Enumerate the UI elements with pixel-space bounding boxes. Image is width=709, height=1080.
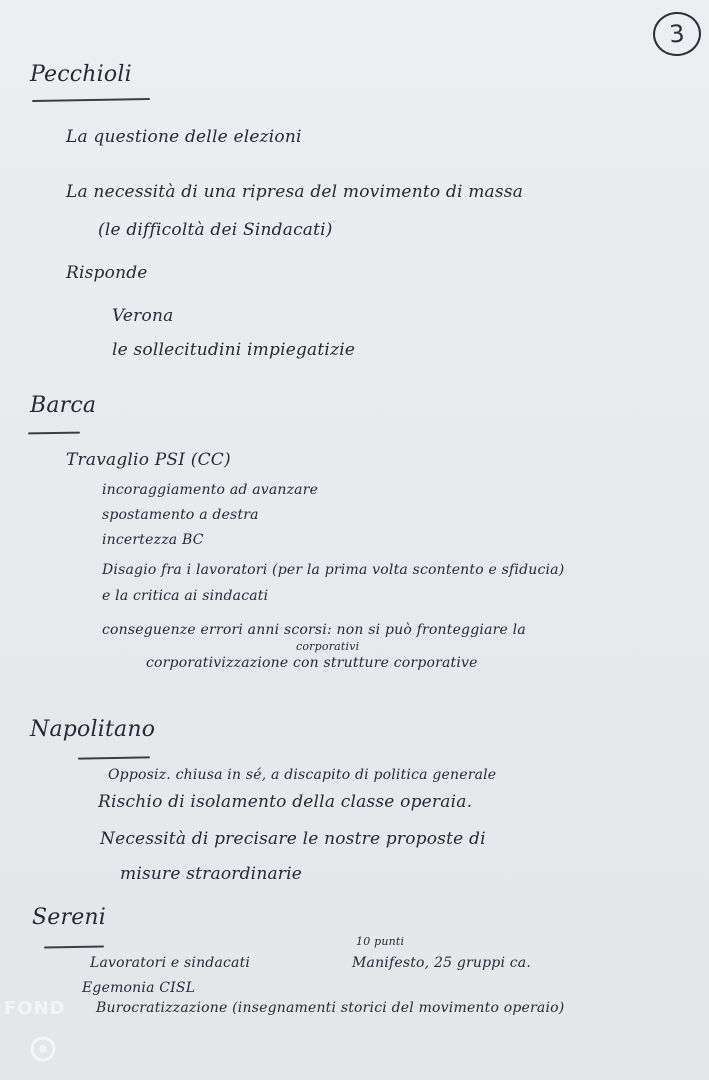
page-number-circle xyxy=(652,10,703,57)
note-line: Opposiz. chiusa in sé, a discapito di politica generale xyxy=(108,767,497,783)
note-line: La necessità di una ripresa del movimento di massa xyxy=(66,182,524,202)
note-line: Lavoratori e sindacati xyxy=(90,955,251,971)
note-line: corporativizzazione con strutture corporative xyxy=(146,655,478,671)
note-line: 10 punti xyxy=(356,935,405,948)
heading-underline xyxy=(78,756,150,759)
note-line: incertezza BC xyxy=(102,532,204,548)
archive-logo-icon xyxy=(28,1034,58,1064)
note-line: Risponde xyxy=(66,263,148,283)
note-line: misure straordinarie xyxy=(120,864,303,884)
note-line: conseguenze errori anni scorsi: non si può fronteggiare la xyxy=(102,622,526,638)
note-line: Burocratizzazione (insegnamenti storici del movimento operaio) xyxy=(96,1000,565,1016)
archive-watermark: FOND xyxy=(4,998,66,1019)
page-number: 3 xyxy=(668,19,686,49)
note-line: Disagio fra i lavoratori (per la prima volta scontento e sfiducia) xyxy=(102,562,565,578)
note-line: Verona xyxy=(112,306,174,326)
insertion-note: corporativi xyxy=(296,640,360,653)
note-line: e la critica ai sindacati xyxy=(102,588,269,604)
note-line: le sollecitudini impiegatizie xyxy=(112,340,356,360)
section-heading-barca: Barca xyxy=(30,393,97,418)
note-line: Manifesto, 25 gruppi ca. xyxy=(352,955,532,971)
section-heading-sereni: Sereni xyxy=(32,905,107,930)
note-line: Travaglio PSI (CC) xyxy=(66,450,231,470)
note-line: incoraggiamento ad avanzare xyxy=(102,482,319,498)
note-line: (le difficoltà dei Sindacati) xyxy=(98,220,333,240)
section-heading-napolitano: Napolitano xyxy=(30,717,156,742)
heading-underline xyxy=(28,432,80,435)
note-line: Rischio di isolamento della classe operaia. xyxy=(98,792,473,812)
heading-underline xyxy=(32,98,150,102)
section-heading-pecchioli: Pecchioli xyxy=(30,62,132,87)
note-line: Necessità di precisare le nostre proposte di xyxy=(100,829,486,849)
note-line: spostamento a destra xyxy=(102,507,259,523)
note-line: La questione delle elezioni xyxy=(66,127,302,147)
heading-underline xyxy=(44,945,104,948)
note-line: Egemonia CISL xyxy=(82,980,196,996)
